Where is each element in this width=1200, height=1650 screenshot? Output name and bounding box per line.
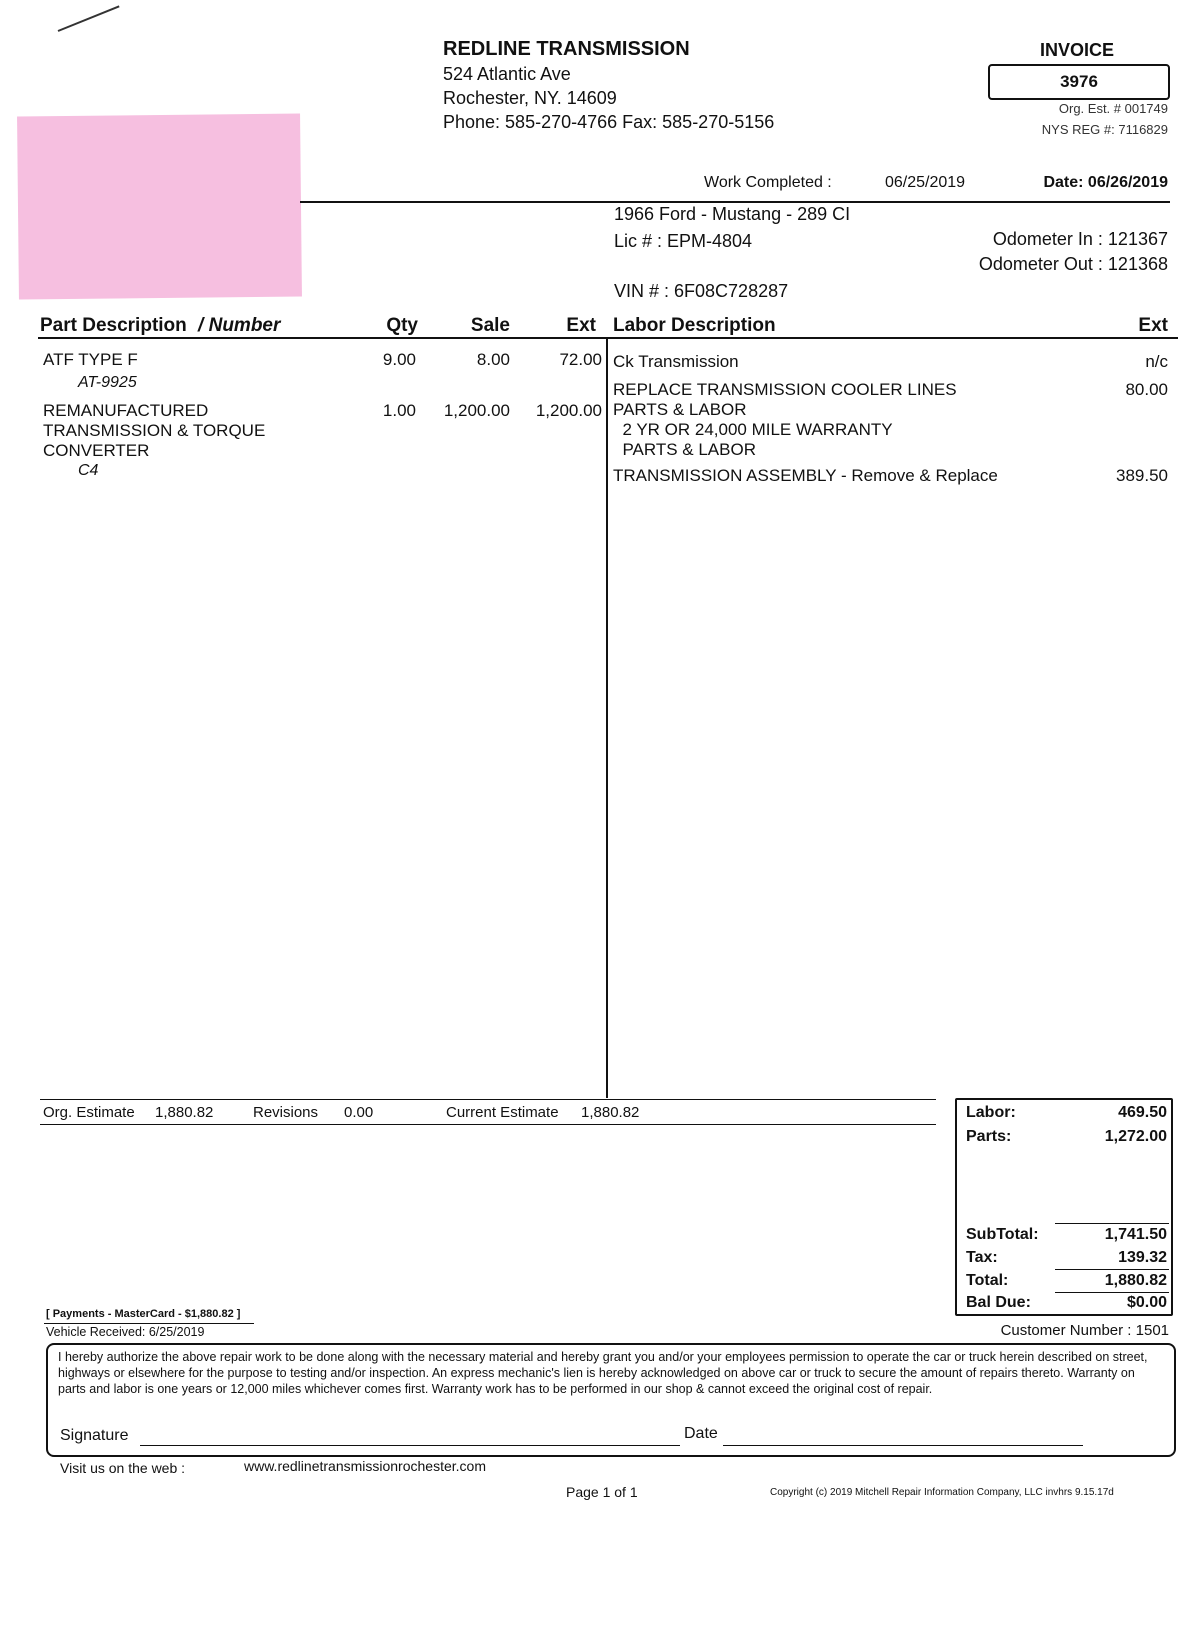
labor-description-header: Labor Description: [613, 315, 776, 336]
authorization-box: [46, 1343, 1176, 1457]
shop-address-line2: Rochester, NY. 14609: [443, 88, 617, 108]
part-row-2-number: C4: [78, 462, 99, 479]
current-estimate-value: 1,880.82: [581, 1104, 640, 1121]
qty-header: Qty: [386, 315, 418, 336]
vehicle-description: 1966 Ford - Mustang - 289 CI: [614, 204, 851, 224]
part-description-label: Part Description: [40, 315, 187, 336]
page-number: Page 1 of 1: [566, 1484, 638, 1500]
invoice-heading: INVOICE: [1040, 40, 1115, 60]
labor-total-value: 469.50: [1118, 1104, 1167, 1121]
payments-underline: [44, 1323, 254, 1324]
estimate-bottom-line: [40, 1124, 936, 1125]
invoice-number: 3976: [1060, 72, 1098, 91]
invoice-date: Date: 06/26/2019: [1043, 174, 1168, 191]
part-row-1-sale: 8.00: [476, 350, 510, 369]
org-est-number: Org. Est. # 001749: [1058, 101, 1168, 116]
shop-name: REDLINE TRANSMISSION: [443, 38, 690, 60]
total-rule: [1055, 1269, 1169, 1270]
column-divider: [606, 338, 608, 1098]
shop-address-line1: 524 Atlantic Ave: [443, 64, 571, 84]
part-row-2-qty: 1.00: [382, 401, 416, 420]
part-row-2-description-line1: REMANUFACTURED: [43, 401, 209, 420]
labor-row-3-ext: 389.50: [1116, 466, 1168, 485]
header-divider: [300, 201, 1170, 203]
tax-value: 139.32: [1118, 1249, 1167, 1266]
org-estimate-label: Org. Estimate: [43, 1104, 135, 1121]
subtotal-label: SubTotal:: [966, 1226, 1039, 1243]
part-row-2-description-line3: CONVERTER: [43, 441, 150, 460]
labor-row-2-ext: 80.00: [1125, 380, 1168, 399]
part-number-label: / Number: [198, 315, 281, 336]
bal-due-label: Bal Due:: [966, 1294, 1031, 1311]
revisions-value: 0.00: [344, 1104, 374, 1121]
vehicle-received: Vehicle Received: 6/25/2019: [46, 1325, 205, 1339]
tax-label: Tax:: [966, 1249, 998, 1266]
labor-row-1-ext: n/c: [1145, 352, 1168, 371]
web-url[interactable]: www.redlinetransmissionrochester.com: [244, 1458, 486, 1474]
part-row-1-number: AT-9925: [78, 374, 137, 391]
bal-due-rule: [1055, 1292, 1169, 1293]
license-plate: Lic # : EPM-4804: [614, 231, 753, 251]
invoice-number-box: [988, 64, 1170, 100]
vin-number: VIN # : 6F08C728287: [614, 281, 789, 301]
part-row-1-description: ATF TYPE F: [43, 350, 138, 369]
labor-row-3-line1: TRANSMISSION ASSEMBLY - Remove & Replace: [613, 466, 998, 485]
shop-phone-fax: Phone: 585-270-4766 Fax: 585-270-5156: [443, 112, 775, 132]
part-row-2-sale: 1,200.00: [443, 401, 510, 420]
part-row-1-ext: 72.00: [559, 350, 602, 369]
nys-reg-number: NYS REG #: 7116829: [1041, 122, 1168, 137]
pen-mark: [58, 5, 120, 32]
subtotal-rule: [1055, 1223, 1169, 1224]
labor-row-2-line1: REPLACE TRANSMISSION COOLER LINES: [613, 380, 957, 399]
labor-ext-header: Ext: [1138, 315, 1168, 336]
labor-row-2-line3: 2 YR OR 24,000 MILE WARRANTY: [613, 420, 893, 439]
odometer-out: Odometer Out : 121368: [978, 254, 1168, 274]
parts-total-value: 1,272.00: [1104, 1128, 1167, 1145]
part-row-2-description-line2: TRANSMISSION & TORQUE: [43, 421, 266, 440]
labor-row-2-line2: PARTS & LABOR: [613, 400, 747, 419]
totals-box: [955, 1098, 1173, 1316]
signature-label: Signature: [60, 1427, 129, 1444]
current-estimate-label: Current Estimate: [446, 1104, 559, 1121]
part-description-header: [40, 315, 280, 337]
customer-number: Customer Number : 1501: [1000, 1322, 1169, 1339]
date-label: Date: [684, 1425, 718, 1442]
copyright: Copyright (c) 2019 Mitchell Repair Information Company, LLC invhrs 9.15.17d: [770, 1487, 1114, 1498]
total-label: Total:: [966, 1272, 1009, 1289]
labor-total-label: Labor:: [966, 1104, 1016, 1121]
authorization-text: I hereby authorize the above repair work to be done along with the necessary material and hereby grant you and/or your employees permission to operate the car or truck herein described on street, highways or elsewhere for the purpose to testing and/or inspection. An express mechanic's lien is hereby acknowledged on above car or truck to secure the amount of repairs thereto. Warranty on parts and labor is one years or 12,000 miles whichever comes first. Warranty work has to be performed in our shop & cannot exceed the original cost of repair.: [58, 1350, 1148, 1396]
web-label: Visit us on the web :: [60, 1460, 186, 1476]
table-header-line: [38, 337, 1178, 339]
part-row-2-ext: 1,200.00: [535, 401, 602, 420]
labor-row-1-line1: Ck Transmission: [613, 352, 739, 371]
work-completed-label: Work Completed :: [704, 174, 832, 191]
revisions-label: Revisions: [253, 1104, 319, 1121]
payments-note: [ Payments - MasterCard - $1,880.82 ]: [46, 1308, 241, 1320]
odometer-in: Odometer In : 121367: [992, 229, 1168, 249]
subtotal-value: 1,741.50: [1104, 1226, 1167, 1243]
estimate-top-line: [40, 1099, 936, 1100]
signature-line[interactable]: [140, 1445, 680, 1446]
total-value: 1,880.82: [1104, 1272, 1167, 1289]
parts-ext-header: Ext: [566, 315, 596, 336]
bal-due-value: $0.00: [1126, 1294, 1167, 1311]
date-line[interactable]: [723, 1445, 1083, 1446]
labor-row-2-line4: PARTS & LABOR: [613, 440, 756, 459]
pink-sticky-note: [17, 114, 302, 300]
org-estimate-value: 1,880.82: [155, 1104, 214, 1121]
work-completed-date: 06/25/2019: [885, 174, 966, 191]
sale-header: Sale: [470, 315, 510, 336]
parts-total-label: Parts:: [966, 1128, 1012, 1145]
part-row-1-qty: 9.00: [382, 350, 416, 369]
